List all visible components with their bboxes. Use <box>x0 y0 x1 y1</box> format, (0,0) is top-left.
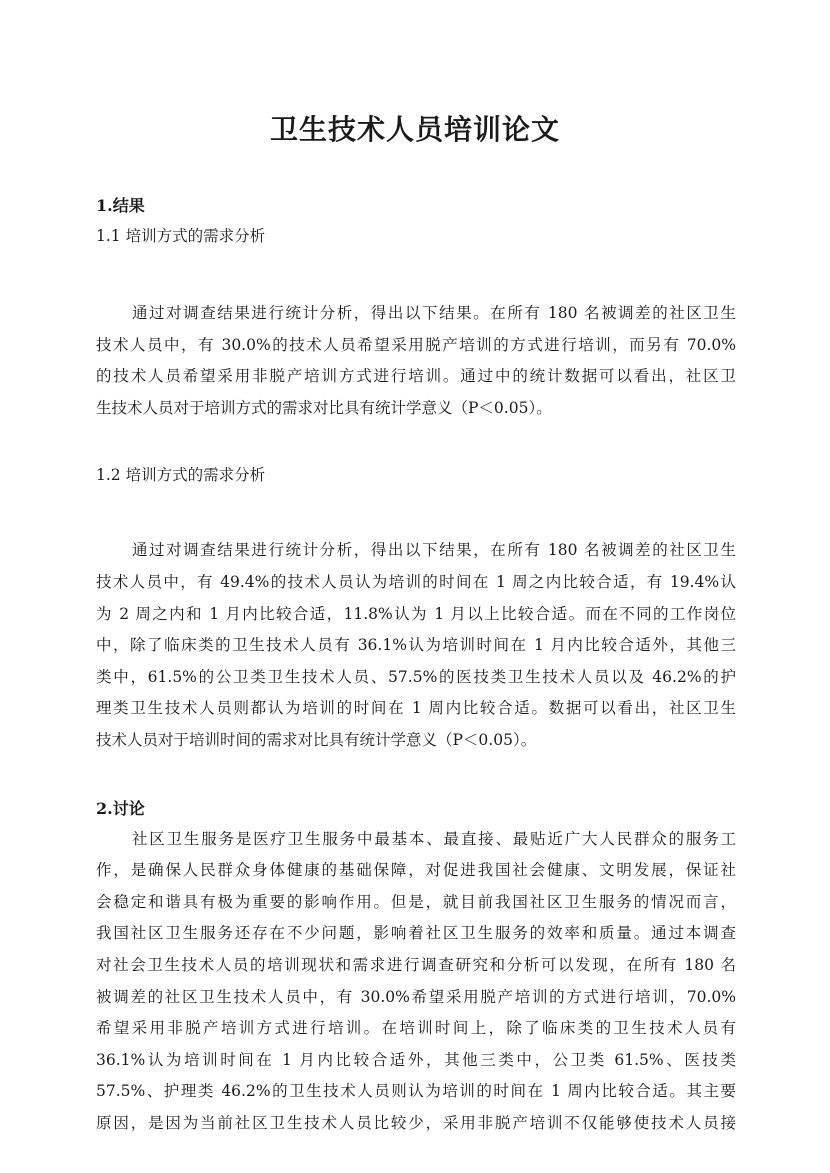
paragraph-line: 36.1%认为培训时间在 1 月内比较合适外，其他三类中，公卫类 61.5%、医技类 <box>96 1050 736 1069</box>
document-body <box>96 190 736 1139</box>
paragraph-line: 社区卫生服务是医疗卫生服务中最基本、最直接、最贴近广大人民群众的服务工 <box>132 829 736 848</box>
paragraph-line: 技术人员中，有 30.0%的技术人员希望采用脱产培训的方式进行培训，而另有 70.0% <box>96 335 736 354</box>
paragraph-line: 对社会卫生技术人员的培训现状和需求进行调查研究和分析可以发现，在所有 180 名 <box>96 955 736 974</box>
subsection-heading-1-1: 1.1 培训方式的需求分析 <box>96 227 266 245</box>
paragraph-line: 通过对调查结果进行统计分析，得出以下结果。在所有 180 名被调差的社区卫生 <box>132 304 736 322</box>
paragraph-line: 57.5%、护理类 46.2%的卫生技术人员则认为培训的时间在 1 周内比较合适。其主要 <box>96 1082 736 1101</box>
paragraph-line: 的技术人员希望采用非脱产培训方式进行培训。通过中的统计数据可以看出，社区卫 <box>96 367 736 386</box>
paragraph-discussion <box>96 824 736 1140</box>
section-heading-discussion: 2.讨论 <box>96 798 145 818</box>
paragraph-line: 被调差的社区卫生技术人员中，有 30.0%希望采用脱产培训的方式进行培训，70.0% <box>96 987 736 1006</box>
paragraph-line: 我国社区卫生服务还存在不少问题，影响着社区卫生服务的效率和质量。通过本调查 <box>96 924 736 943</box>
paragraph-line: 为 2 周之内和 1 月内比较合适，11.8%认为 1 月以上比较合适。而在不同的工作岗位 <box>96 604 736 623</box>
document-title: 卫生技术人员培训论文 <box>269 113 560 146</box>
paragraph-line: 原因，是因为当前社区卫生技术人员比较少，采用非脱产培训不仅能够使技术人员接 <box>96 1113 736 1132</box>
subsection-heading-1-2: 1.2 培训方式的需求分析 <box>96 466 266 485</box>
paragraph-training-time <box>96 535 736 756</box>
paragraph-line: 作，是确保人民群众身体健康的基础保障，对促进我国社会健康、文明发展，保证社 <box>96 861 736 880</box>
paragraph-line: 类中，61.5%的公卫类卫生技术人员、57.5%的医技类卫生技术人员以及 46.2%的护 <box>96 667 736 686</box>
paragraph-line: 理类卫生技术人员则都认为培训的时间在 1 周内比较合适。数据可以看出，社区卫生 <box>96 699 736 718</box>
paragraph-line: 通过对调查结果进行统计分析，得出以下结果，在所有 180 名被调差的社区卫生 <box>132 541 736 560</box>
paragraph-line: 技术人员对于培训时间的需求对比具有统计学意义（P＜0.05）。 <box>96 730 537 749</box>
paragraph-training-method <box>96 298 736 424</box>
paragraph-line: 中，除了临床类的卫生技术人员有 36.1%认为培训时间在 1 月内比较合适外，其他三 <box>96 636 736 655</box>
section-heading-results: 1.结果 <box>96 196 145 215</box>
paragraph-line: 会稳定和谐具有极为重要的影响作用。但是，就目前我国社区卫生服务的情况而言， <box>96 892 736 911</box>
paragraph-line: 希望采用非脱产培训方式进行培训。在培训时间上，除了临床类的卫生技术人员有 <box>96 1019 736 1038</box>
paragraph-line: 技术人员中，有 49.4%的技术人员认为培训的时间在 1 周之内比较合适，有 19.4%认 <box>96 572 736 591</box>
paragraph-line: 生技术人员对于培训方式的需求对比具有统计学意义（P＜0.05）。 <box>96 398 552 417</box>
